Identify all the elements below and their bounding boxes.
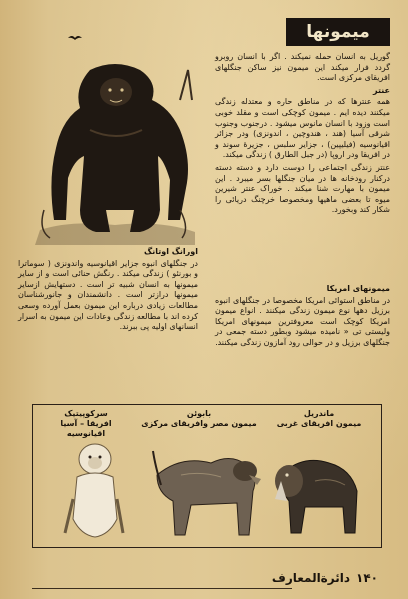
page-number: ۱۴۰ [356, 571, 378, 585]
heading-orangutan: اورانگ اوتانگ [144, 247, 198, 256]
mandrill-illustration [265, 441, 365, 541]
caption-mandrill: ماندریل میمون افریقای غربی [276, 409, 362, 428]
page-title: میمونها [286, 18, 390, 46]
heading-america: میمونهای امریکا [326, 284, 390, 293]
paragraph-orangutan: در جنگلهای انبوه جزایر اقیانوسیه واندونزی ( سوماترا و بورنئو ) زندگی میکند . رنگش حنائی است و از سایر میمونها به انسان شبیه تر است . دستهایش ازسایر میمونها درازتر است . دانشمندان و جانورشناسان مطالعات زیادی درباره این میمون بعمل آورده وسعی کرده اند با مطالعه زندگی وعادات این میمون به اسرار انسانهای اولیه پی ببرند. [18, 258, 198, 332]
article-column-right-top [215, 52, 390, 218]
footer-rule [32, 588, 292, 589]
paragraph-gorilla: گوریل به انسان حمله نمیکند . اگر با انسان روبرو گردد فرار میکند این میمون نیز ساکن جنگلهای افریقای مرکزی است. [215, 52, 390, 83]
gorilla-illustration [30, 60, 200, 245]
book-title: دائرةالمعارف [271, 571, 351, 585]
paragraph-antar-1: همه عنترها که در مناطق حاره و معتدله زندگی میکنند دیده ایم . میمون کوچکی است و مقلد خوبی است وزود با انسان مانوس میشود . درجنوب وجنوب شرقی آسیا (هند ، هندوچین ، اندونزی) ودر جزائر اقیانوسیه (فیلیپین) ، جزایر سلبس ، جزیرهٔ سوند و در افریقا ودر اروپا (در جبل الطارق ) زندگی میکند. [215, 97, 390, 160]
baboon-illustration [151, 445, 263, 541]
article-column-left [18, 246, 198, 335]
heading-antar: عنتر [373, 85, 390, 95]
cercopithecus-illustration [59, 439, 129, 541]
caption-baboon: بابوئن میمون مصر وافریقای مرکزی [141, 409, 257, 428]
article-column-right-bottom [215, 283, 390, 351]
paragraph-antar-2: عنتر زندگی اجتماعی را دوست دارد و دسته دسته درکنار رودخانه ها در میان جنگلها بسر میبرد . این میمون با مهارت شنا میکند . خوراک عنتر شیرین میوه تا بعضی ماهیها ومخصوصا خرچنگ دریائی را شکار کند وبخورد. [215, 162, 390, 215]
caption-cercopithecus: سرکوپیتیک افریقا – آسیا اقیانوسیه [60, 409, 112, 438]
bird-icon [68, 34, 82, 42]
monkey-illustrations-box [32, 404, 382, 548]
paragraph-america: در مناطق استوائی امریکا مخصوصا در جنگلهای انبوه برزیل دهها نوع میمون زندگی میکنند . انواع میمون امریکا کوچک است معروفترین میمونهای امریکا ولیستی تی « نامیده میشود وبطور دسته جمعی در جنگلهای برزیل و در حوالی رود آمازون زندگی میکنند. [215, 295, 390, 347]
page-footer [272, 571, 378, 585]
